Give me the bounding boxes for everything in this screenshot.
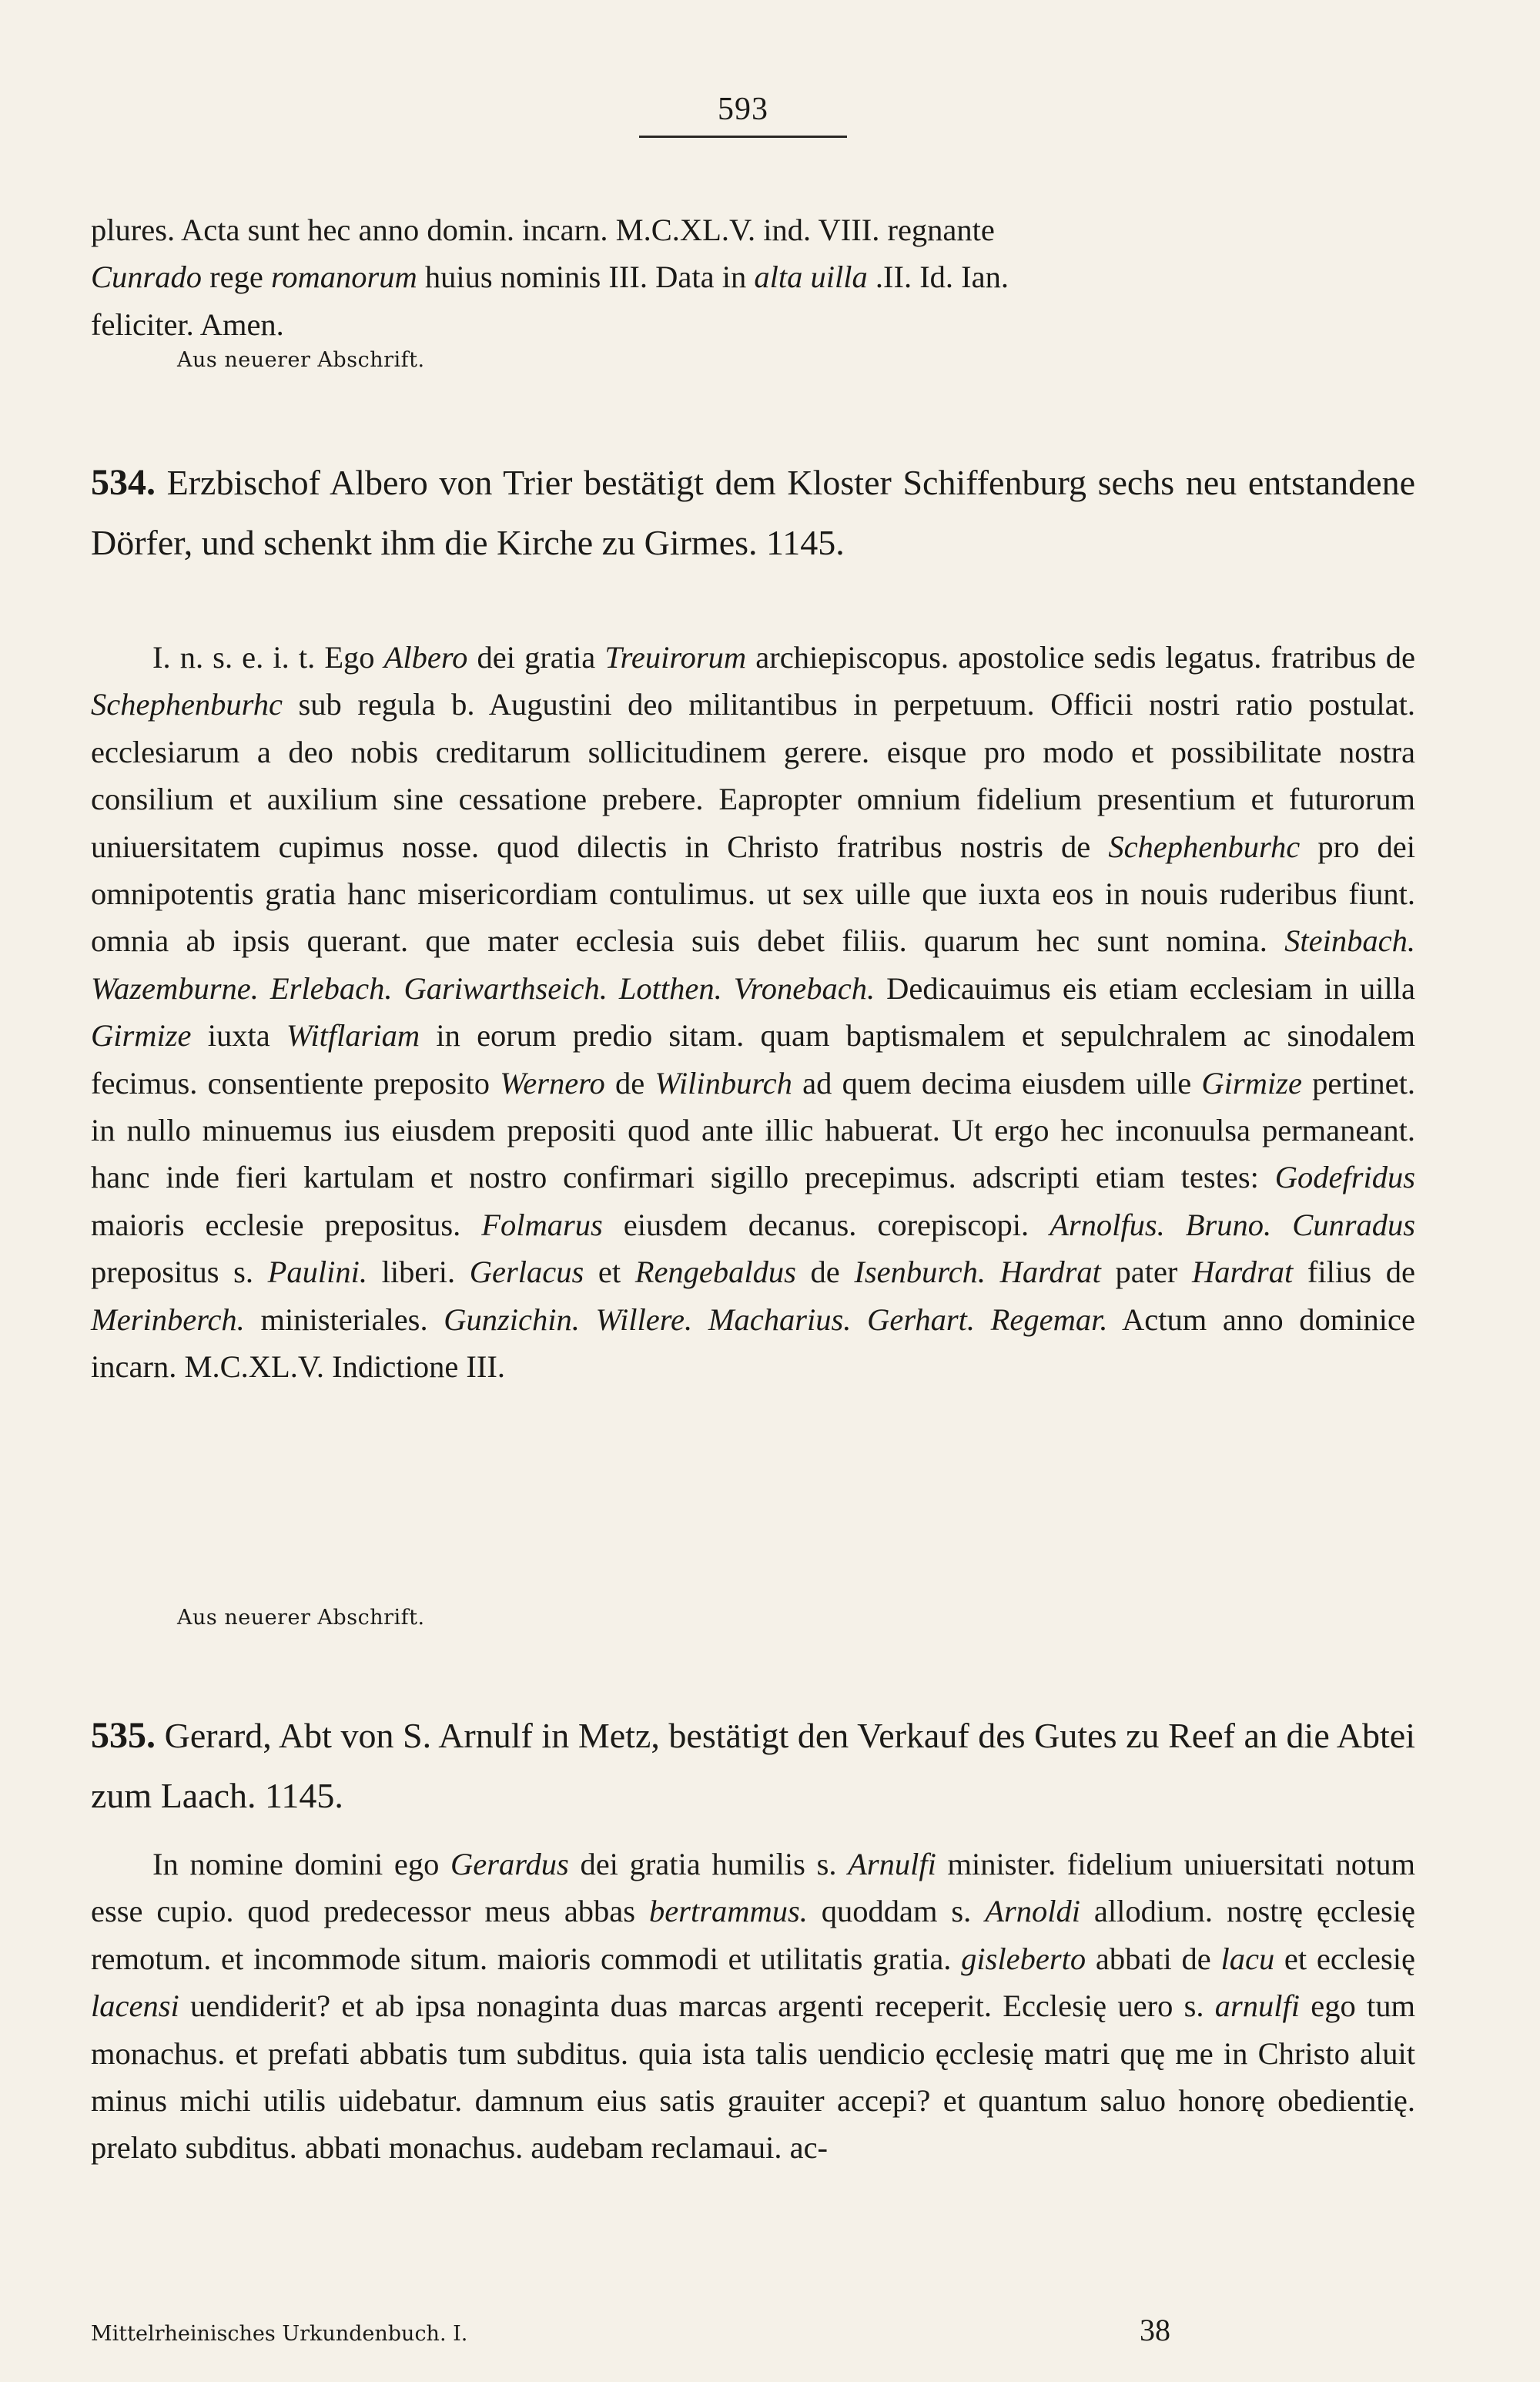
text-run: ad quem decima eiusdem uille <box>792 1065 1202 1101</box>
text-run: Wernero <box>500 1065 605 1101</box>
doc534-heading <box>91 453 1415 573</box>
text-run: huius nominis III. Data in <box>417 260 755 295</box>
text-run: ego tum monachus. et prefati abbatis tum subditus. quia ista talis uendicio ęcclesię matri quę me in Christo aluit minus michi utilis uidebatur. damnum eius satis grauiter accepi? et quantum saluo honorę obedientię. prelato subditus. abbati monachus. audebam reclamaui. ac- <box>91 1988 1415 2166</box>
text-run: Folmarus <box>481 1207 603 1242</box>
text-run: arnulfi <box>1214 1988 1300 2024</box>
doc535-title: Gerard, Abt von S. Arnulf in Metz, bestätigt den Verkauf des Gutes zu Reef an die Abtei zum Laach. 1145. <box>91 1716 1416 1815</box>
text-run: Godefridus <box>1274 1160 1415 1195</box>
text-run: filius de <box>1293 1255 1415 1290</box>
text-run: prepositus s. <box>91 1255 268 1290</box>
doc535-paragraph <box>91 1841 1415 2172</box>
text-run: Hardrat <box>1192 1255 1294 1290</box>
text-run: Gerlacus <box>469 1255 584 1290</box>
text-run: allodium. nostrę ęcclesię remotum. et incommode situm. maioris commodi et utilitatis gratia. <box>91 1894 1415 1976</box>
doc534-number: 534. <box>91 462 156 503</box>
text-run: romanorum <box>270 260 417 295</box>
text-run: in eorum predio sitam. quam baptismalem et sepulchralem ac sinodalem fecimus. consentiente preposito <box>91 1018 1415 1101</box>
text-run: dei gratia humilis s. <box>568 1847 849 1881</box>
text-run: Schephenburhc <box>91 687 283 722</box>
text-run: Gunzichin. Willere. Macharius. Gerhart. Regemar. <box>444 1302 1108 1337</box>
text-run: Paulini. <box>267 1255 367 1290</box>
doc535-text <box>91 1841 1415 2172</box>
text-run: Cunrado <box>91 260 203 295</box>
text-run: Girmize <box>91 1018 192 1054</box>
text-run: uendiderit? et ab ipsa nonaginta duas marcas argenti receperit. Ecclesię uero s. <box>179 1988 1215 2024</box>
text-run: pro dei omnipotentis gratia hanc misericordiam contulimus. ut sex uille que iuxta eos in nouis ruderibus fiunt. omnia ab ipsis querant. que mater ecclesia suis debet filiis. quarum hec sunt nomina. <box>91 829 1415 959</box>
text-run: Arnoldi <box>985 1894 1080 1929</box>
doc532-line-1 <box>91 206 1415 253</box>
text-run: Rengebaldus <box>634 1255 796 1290</box>
text-run: Isenburch. Hardrat <box>854 1255 1101 1290</box>
text-run: et <box>584 1255 635 1290</box>
text-run: minister. fidelium uniuersitati notum esse cupio. quod predecessor meus abbas <box>91 1847 1416 1929</box>
text-run: I. n. s. e. i. t. Ego <box>152 640 384 675</box>
doc534-title: Erzbischof Albero von Trier bestätigt dem Kloster Schiffenburg sechs neu entstandene Dörfer, und schenkt ihm die Kirche zu Girmes. 1145. <box>91 463 1416 562</box>
doc532-tail <box>91 206 1415 348</box>
text-run: lacu <box>1220 1941 1275 1976</box>
text-run: Schephenburhc <box>1108 829 1301 864</box>
text-run: gisleberto <box>961 1941 1086 1976</box>
doc532-line-2 <box>91 253 1415 300</box>
text-run: Girmize <box>1201 1065 1302 1101</box>
text-run: .II. Id. Ian. <box>867 260 1009 295</box>
text-run: Treuirorum <box>604 640 747 675</box>
text-run: Gerardus <box>450 1847 569 1881</box>
text-run: quoddam s. <box>807 1894 986 1929</box>
text-run: Steinbach. Wazemburne. Erlebach. Gariwarthseich. Lotthen. Vronebach. <box>91 923 1415 1006</box>
text-run: Actum anno dominice incarn. M.C.XL.V. Indictione III. <box>91 1302 1416 1385</box>
text-run: ministeriales. <box>244 1302 444 1337</box>
text-run: Arnolfus. Bruno. Cunradus <box>1050 1207 1415 1242</box>
doc532-line-3 <box>91 301 1415 348</box>
text-run: Dedicauimus eis etiam ecclesiam in uilla <box>875 970 1415 1006</box>
text-run: iuxta <box>191 1018 286 1054</box>
doc532-source-note: Aus neuerer Abschrift. <box>177 348 425 372</box>
text-run: plures. Acta sunt hec anno domin. incarn. M.C.XL.V. ind. VIII. regnante <box>91 213 995 247</box>
text-run: liberi. <box>367 1255 470 1290</box>
doc535-number: 535. <box>91 1715 156 1756</box>
text-run: Arnulfi <box>848 1847 936 1881</box>
text-run: rege <box>202 260 271 295</box>
text-run: eiusdem decanus. corepiscopi. <box>602 1207 1050 1242</box>
doc534-source-note: Aus neuerer Abschrift. <box>177 1606 425 1630</box>
text-run: bertrammus. <box>648 1894 808 1929</box>
text-run: abbati de <box>1086 1941 1221 1976</box>
text-run: dei gratia <box>467 640 605 675</box>
doc534-text <box>91 634 1415 1391</box>
doc535-heading <box>91 1706 1415 1826</box>
footer-sheet-number: 38 <box>1140 2313 1170 2347</box>
text-run: pertinet. in nullo minuemus ius eiusdem prepositi quod ante illic habuerat. Ut ergo hec inconuulsa permaneant. hanc inde fieri kartulam et nostro confirmari sigillo precepimus. adscripti etiam testes: <box>91 1065 1415 1195</box>
doc534-paragraph <box>91 634 1415 1391</box>
page-number: 593 <box>639 91 847 138</box>
text-run: Albero <box>383 640 468 675</box>
text-run: maioris ecclesie prepositus. <box>91 1207 482 1242</box>
text-run: Witflariam <box>286 1018 420 1054</box>
text-run: Merinberch. <box>91 1302 245 1337</box>
text-run: pater <box>1100 1255 1193 1290</box>
text-run: archiepiscopus. apostolice sedis legatus. fratribus de <box>746 640 1415 675</box>
text-run: In nomine domini ego <box>152 1847 451 1881</box>
text-run: lacensi <box>91 1988 179 2024</box>
text-run: alta uilla <box>754 260 868 295</box>
text-run: Wilinburch <box>654 1065 792 1101</box>
text-run: et ecclesię <box>1274 1941 1416 1976</box>
text-run: feliciter. Amen. <box>91 307 284 342</box>
text-run: de <box>795 1255 855 1290</box>
text-run: sub regula b. Augustini deo militantibus in perpetuum. Officii nostri ratio postulat. ecclesiarum a deo nobis creditarum sollicitudinem gerere. eisque pro modo et possibilitate nostra consilium et auxilium sine cessatione prebere. Eapropter omnium fidelium presentium et futurorum uniuersitatem cupimus nosse. quod dilectis in Christo fratribus nostris de <box>91 687 1415 864</box>
text-run: de <box>604 1065 655 1101</box>
footer-running-title: Mittelrheinisches Urkundenbuch. I. <box>91 2322 468 2346</box>
